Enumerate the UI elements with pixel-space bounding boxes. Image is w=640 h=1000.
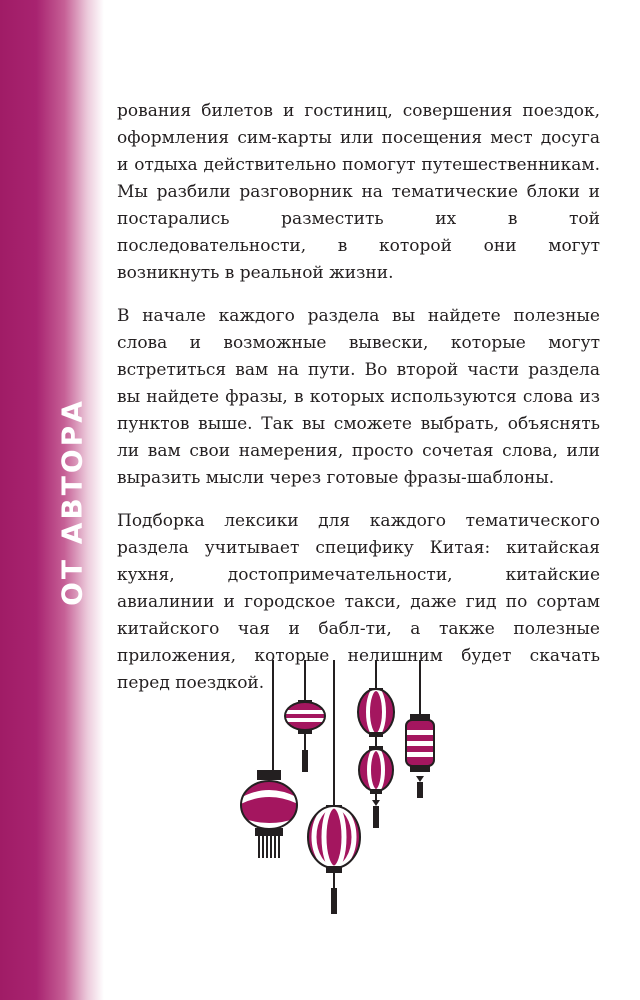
paragraph-1: рования билетов и гостиниц, совершения поездок, оформления сим-карты или посещения мест досуга и отдыха действительно помогут путешественникам. Мы разбили разговорник на тематические блоки и постарались разместить их в той последовательности, в которой они могут возникнуть в реальной жизни. (117, 101, 600, 283)
section-sidebar (0, 0, 104, 1000)
paragraph-3: Подборка лексики для каждого тематического раздела учитывает специфику Китая: китайская кухня, достопримечательности, китайские авиалинии и городское такси, даже гид по сортам китайского чая и бабл-ти, а также полезные приложения, которые нелишним будет скачать перед поездкой. (117, 511, 600, 693)
paragraph-2: В начале каждого раздела вы найдете полезные слова и возможные вывески, которые могут встретиться вам на пути. Во второй части раздела вы найдете фразы, в которых используются слова из пунктов выше. Так вы сможете выбрать, объяснять ли вам свои намерения, просто сочетая слова, или выразить мысли через готовые фразы-шаблоны. (117, 306, 600, 488)
section-title: ОТ АВТОРА (55, 398, 89, 606)
chinese-lanterns-icon (232, 660, 452, 920)
body-text (117, 98, 600, 713)
